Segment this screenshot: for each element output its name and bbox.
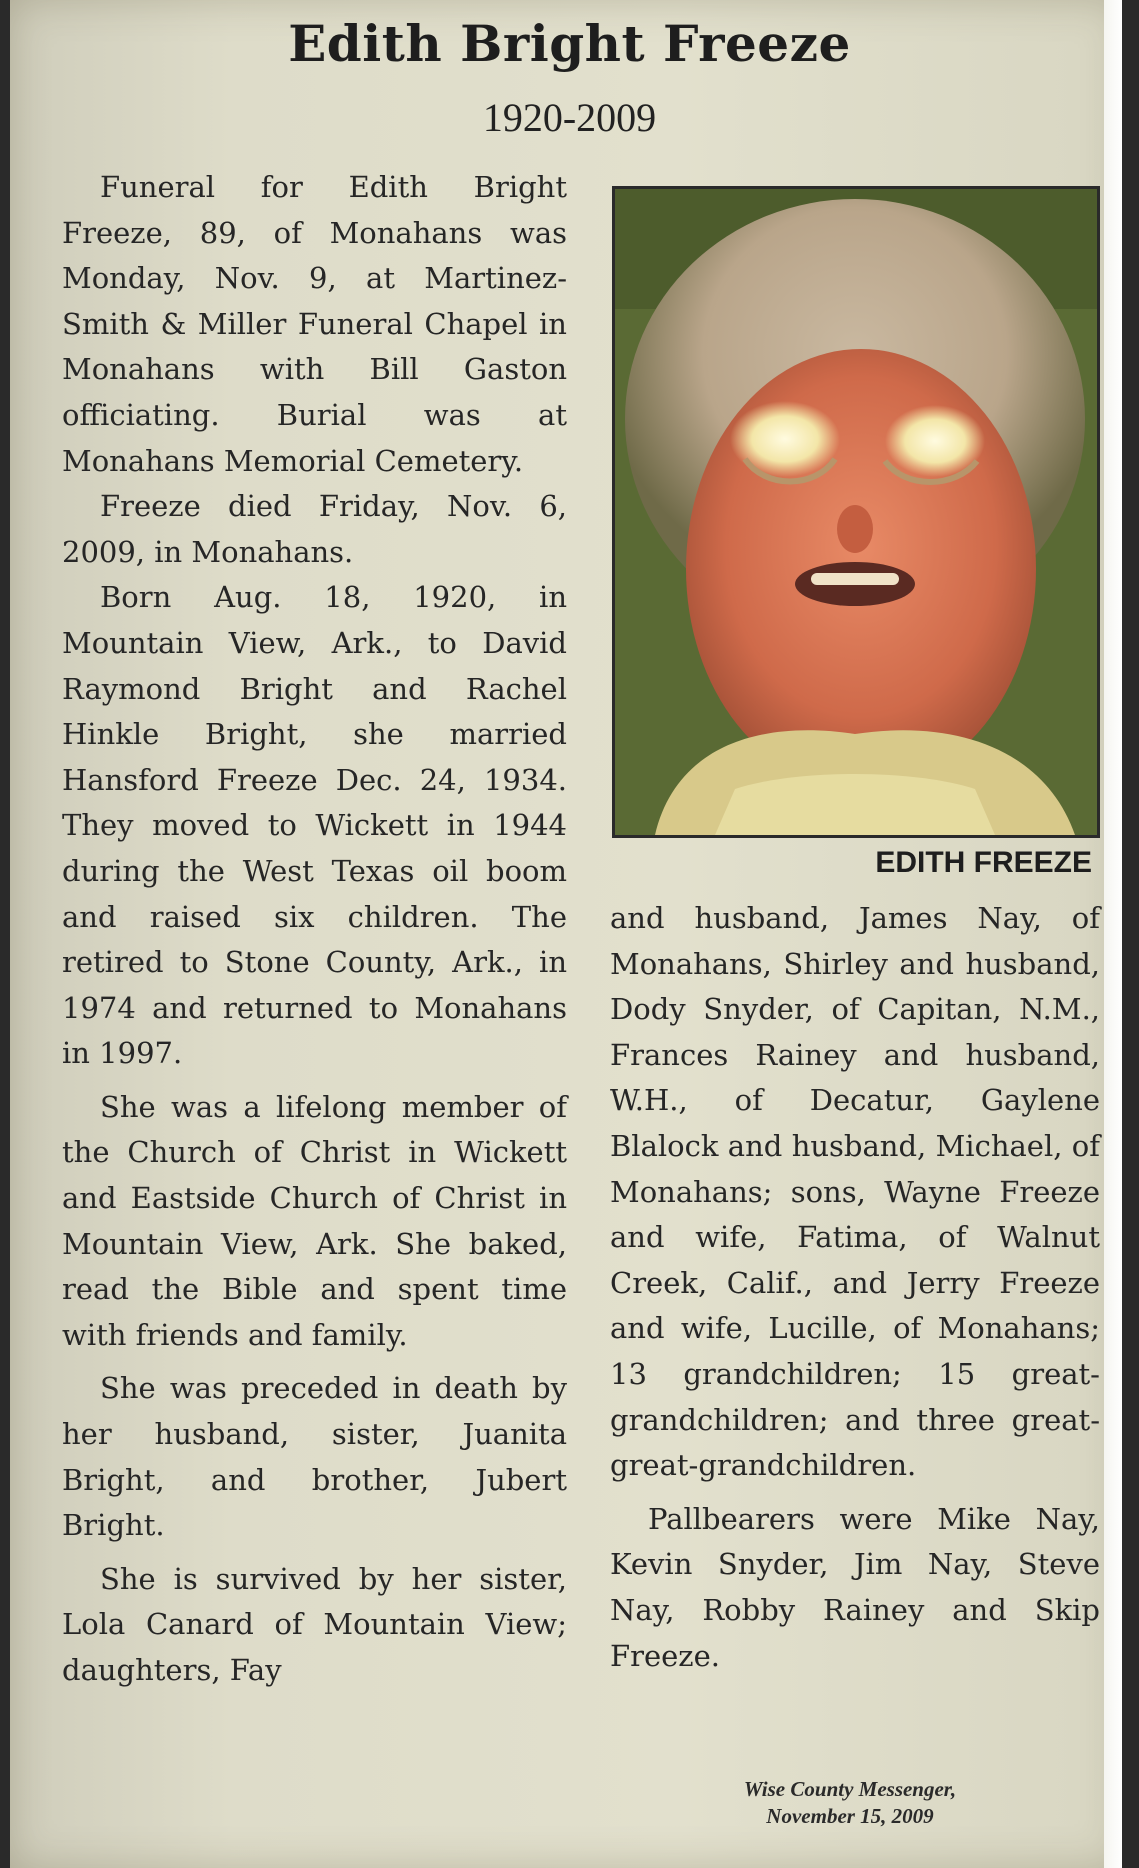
left-column	[62, 165, 567, 1694]
paragraph-survivors: She is survived by her sister, Lola Canard of Mountain View; daughters, Fay	[62, 1561, 567, 1687]
paragraph-death: Freeze died Friday, Nov. 6, 2009, in Monahans.	[62, 489, 567, 569]
right-column	[610, 896, 1100, 1679]
paragraph-preceded: She was preceded in death by her husband, sister, Juanita Bright, and brother, Jubert Bright.	[62, 1371, 567, 1543]
obituary-headline: Edith Bright Freeze	[288, 14, 851, 73]
paragraph-pallbearers: Pallbearers were Mike Nay, Kevin Snyder, Jim Nay, Steve Nay, Robby Rainey and Skip Freeze.	[610, 1501, 1100, 1673]
life-dates: 1920-2009	[482, 95, 657, 140]
photo-caption: EDITH FREEZE	[875, 846, 1092, 879]
publication-date: November 15, 2009	[766, 1804, 934, 1828]
paragraph-birth: Born Aug. 18, 1920, in Mountain View, Ark., to David Raymond Bright and Rachel Hinkle Bright, she married Hansford Freeze Dec. 24, 1934. They moved to Wickett in 1944 during the West Texas oil boom and raised six children. The retired to Stone County, Ark., in 1974 and returned to Monahans in 1997.	[62, 580, 567, 1071]
publication-name: Wise County Messenger,	[743, 1777, 957, 1801]
publication-credit	[640, 1776, 1060, 1830]
paragraph-funeral: Funeral for Edith Bright Freeze, 89, of Monahans was Monday, Nov. 9, at Martinez-Smith & Miller Funeral Chapel in Monahans with Bill Gaston officiating. Burial was at Monahans Memorial Cemetery.	[62, 170, 567, 478]
scan-margin	[1104, 0, 1122, 1868]
portrait-photo	[612, 186, 1100, 838]
paragraph-church: She was a lifelong member of the Church of Christ in Wickett and Eastside Church of Christ in Mountain View, Ark. She baked, read the Bible and spent time with friends and family.	[62, 1089, 567, 1352]
portrait-image	[615, 189, 1097, 835]
paragraph-survivors-continued: and husband, James Nay, of Monahans, Shirley and husband, Dody Snyder, of Capitan, N.M., Frances Rainey and husband, W.H., of Decatur, Gaylene Blalock and husband, Michael, of Monahans; sons, Wayne Freeze and wife, Fatima, of Walnut Creek, Calif., and Jerry Freeze and wife, Lucille, of Monahans; 13 grandchildren; 15 great-grandchildren; and three great-great-grandchildren.	[610, 901, 1100, 1483]
